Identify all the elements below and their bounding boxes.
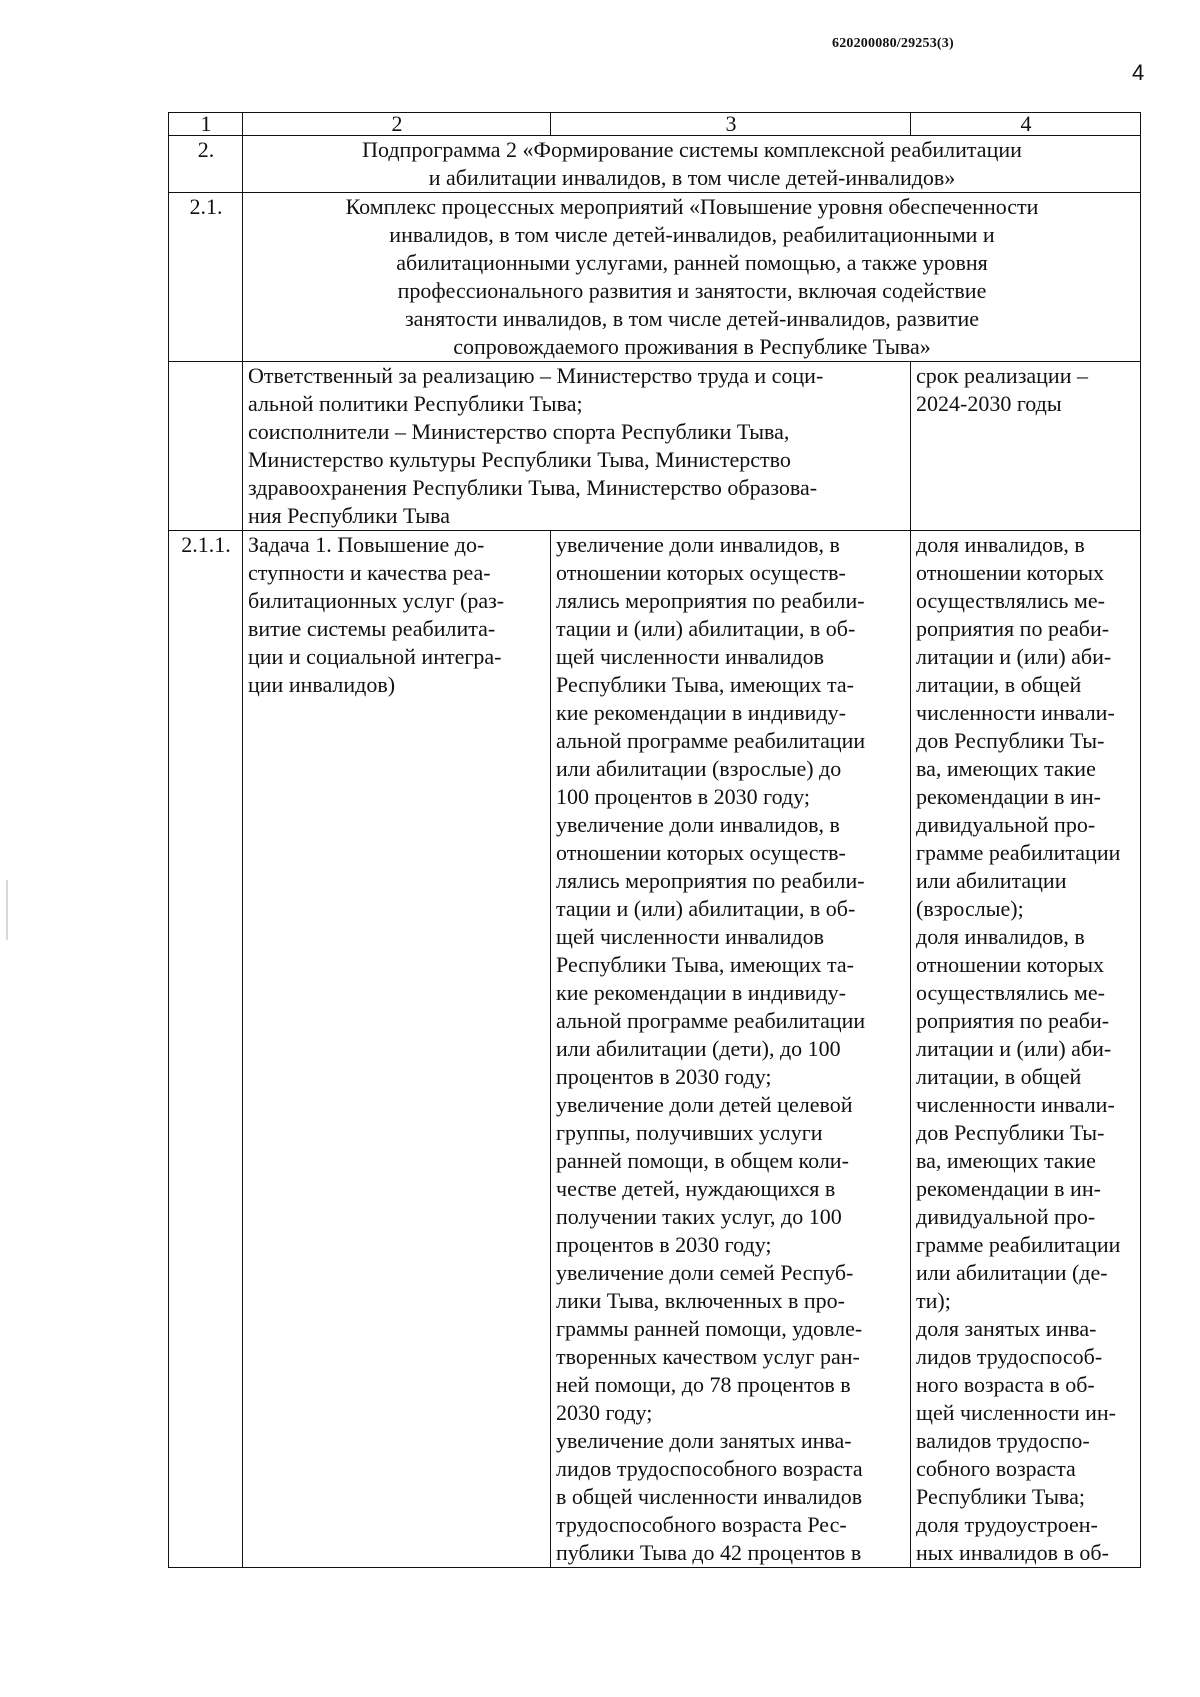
table-row-subprogram	[169, 136, 1141, 193]
page-number: 4	[1132, 60, 1145, 85]
responsible-executors: Ответственный за реализацию – Министерство труда и соци- альной политики Республики Тыва; соисполнители – Министерство спорта Республики Тыва, Министерство культуры Республики Тыва, Министерство здравоохранения Республики Тыва, Министерство образова- ния Республики Тыва	[243, 362, 911, 531]
table-row-task	[169, 531, 1141, 1568]
complex-title: Комплекс процессных мероприятий «Повышение уровня обеспеченности инвалидов, в том числе детей-инвалидов, реабилитационными и абилитационными услугами, ранней помощью, а также уровня профессионального развития и занятости, включая содействие занятости инвалидов, в том числе детей-инвалидов, развитие сопровождаемого проживания в Республике Тыва»	[243, 193, 1141, 362]
row-number: 2.	[169, 136, 243, 193]
indicators: доля инвалидов, в отношении которых осуществлялись ме- роприятия по реаби- литации и (или) аби- литации, в общей численности инвали- дов Республики Ты- ва, имеющих такие рекомендации в ин- дивидуальной про- грамме реабилитации или абилитации (взрослые); доля инвалидов, в отношении которых осуществлялись ме- роприятия по реаби- литации и (или) аби- литации, в общей численности инвали- дов Республики Ты- ва, имеющих такие рекомендации в ин- дивидуальной про- грамме реабилитации или абилитации (де- ти); доля занятых инва- лидов трудоспособ- ного возраста в об- щей численности ин- валидов трудоспо- собного возраста Республики Тыва; доля трудоустроен- ных инвалидов в об-	[911, 531, 1141, 1568]
implementation-term: срок реализации – 2024-2030 годы	[911, 362, 1141, 531]
program-table	[168, 112, 1141, 1568]
row-number: 2.1.	[169, 193, 243, 362]
table-row-responsible	[169, 362, 1141, 531]
expected-results: увеличение доли инвалидов, в отношении которых осуществ- лялись мероприятия по реабили- тации и (или) абилитации, в об- щей численности инвалидов Республики Тыва, имеющих та- кие рекомендации в индивиду- альной программе реабилитации или абилитации (взрослые) до 100 процентов в 2030 году; увеличение доли инвалидов, в отношении которых осуществ- лялись мероприятия по реабили- тации и (или) абилитации, в об- щей численности инвалидов Республики Тыва, имеющих та- кие рекомендации в индивиду- альной программе реабилитации или абилитации (дети), до 100 процентов в 2030 году; увеличение доли детей целевой группы, получивших услуги ранней помощи, в общем коли- честве детей, нуждающихся в получении таких услуг, до 100 процентов в 2030 году; увеличение доли семей Респуб- лики Тыва, включенных в про- граммы ранней помощи, удовле- творенных качеством услуг ран- ней помощи, до 78 процентов в 2030 году; увеличение доли занятых инва- лидов трудоспособного возраста в общей численности инвалидов трудоспособного возраста Рес- публики Тыва до 42 процентов в	[551, 531, 911, 1568]
document-id: 620200080/29253(3)	[832, 36, 954, 51]
column-header-1: 1	[169, 113, 243, 136]
column-header-row	[169, 113, 1141, 136]
column-header-3: 3	[551, 113, 911, 136]
scan-artifact	[6, 880, 8, 940]
table-row-complex	[169, 193, 1141, 362]
task-description: Задача 1. Повышение до- ступности и качества реа- билитационных услуг (раз- витие системы реабилита- ции и социальной интегра- ции инвалидов)	[243, 531, 551, 1568]
row-number: 2.1.1.	[169, 531, 243, 1568]
subprogram-title: Подпрограмма 2 «Формирование системы комплексной реабилитации и абилитации инвалидов, в том числе детей-инвалидов»	[243, 136, 1141, 193]
column-header-4: 4	[911, 113, 1141, 136]
column-header-2: 2	[243, 113, 551, 136]
row-number	[169, 362, 243, 531]
